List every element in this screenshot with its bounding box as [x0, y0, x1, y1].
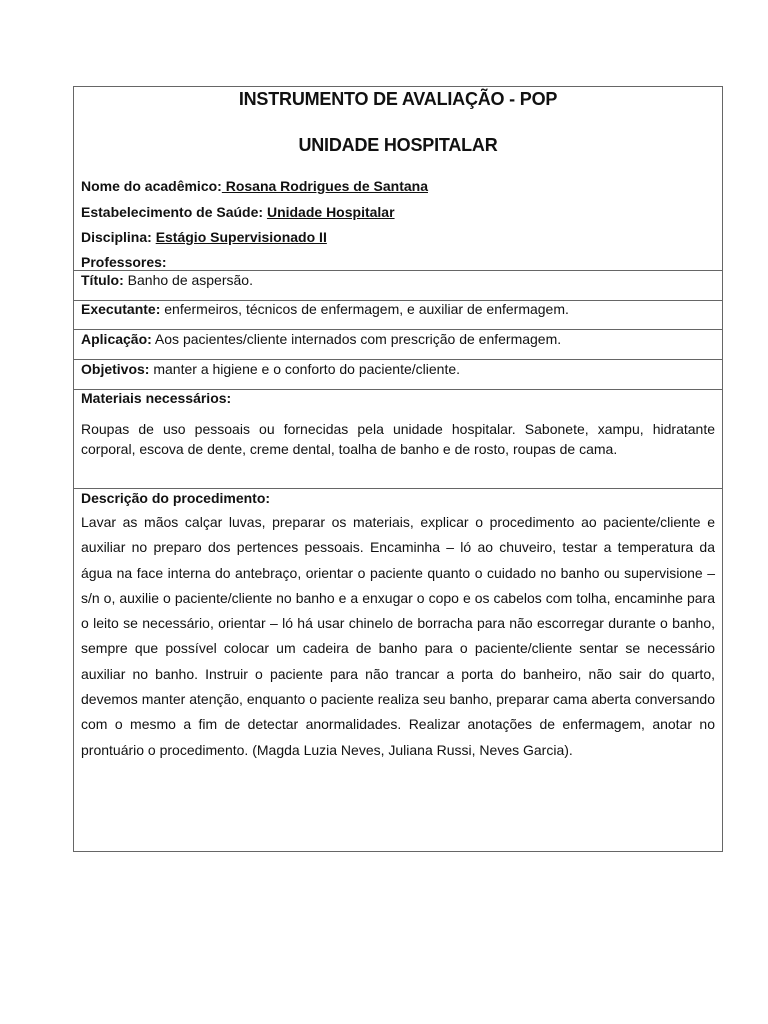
- titulo-value: Banho de aspersão.: [123, 272, 253, 288]
- executante-value: enfermeiros, técnicos de enfermagem, e auxiliar de enfermagem.: [160, 301, 569, 317]
- aplicacao-value: Aos pacientes/cliente internados com prescrição de enfermagem.: [151, 331, 562, 347]
- descricao-text: Lavar as mãos calçar luvas, preparar os materiais, explicar o procedimento ao paciente/cliente e auxiliar no preparo dos pertences pessoais. Encaminha – ló ao chuveiro, testar a temperatura da água na face interna do antebraço, orientar o paciente quanto o cuidado no banho ou supervisione – s/n o, auxilie o paciente/cliente no banho e a enxugar o copo e os cabelos com tolha, encaminhe para o leito se necessário, orientar – ló há usar chinelo de borracha para não escorregar durante o banho, sempre que possível colocar um cadeira de banho para o paciente/cliente sentar se necessário auxiliar no banho. Instruir o paciente para não trancar a porta do banheiro, não sair do quarto, devemos manter atenção, enquanto o paciente realiza seu banho, preparar cama aberta conversando com o mesmo a fim de detectar anormalidades. Realizar anotações de enfermagem, anotar no prontuário o procedimento. (Magda Luzia Neves, Juliana Russi, Neves Garcia).: [81, 514, 715, 758]
- materiais-heading-row: [81, 389, 715, 407]
- form-header: [74, 87, 722, 271]
- establishment-name: Unidade Hospitalar: [266, 204, 395, 220]
- establishment-line: [81, 204, 395, 220]
- materiais-text: Roupas de uso pessoais ou fornecidas pela unidade hospitalar. Sabonete, xampu, hidratante corporal, escova de dente, creme dental, toalha de banho e de rosto, roupas de cama.: [81, 421, 715, 457]
- executante-label: Executante:: [81, 301, 161, 317]
- establishment-label: Estabelecimento de Saúde:: [81, 204, 264, 220]
- objetivos-row: [81, 360, 715, 378]
- descricao-heading-row: [81, 489, 715, 507]
- student-label: Nome do acadêmico:: [81, 178, 222, 194]
- objetivos-label: Objetivos:: [81, 361, 150, 377]
- executante-row: [81, 300, 715, 318]
- teachers-line: [81, 254, 167, 270]
- materiais-label: Materiais necessários:: [81, 390, 232, 406]
- discipline-label: Disciplina:: [81, 229, 152, 245]
- objetivos-value: manter a higiene e o conforto do paciente/cliente.: [149, 361, 461, 377]
- aplicacao-label: Aplicação:: [81, 331, 152, 347]
- teachers-label: Professores:: [81, 254, 167, 270]
- document-title: INSTRUMENTO DE AVALIAÇÃO - POP: [238, 89, 558, 109]
- document-subtitle: UNIDADE HOSPITALAR: [298, 135, 498, 155]
- discipline-line: [81, 229, 327, 245]
- student-name: Rosana Rodrigues de Santana: [221, 178, 428, 194]
- discipline-name: Estágio Supervisionado II: [155, 229, 327, 245]
- aplicacao-row: [81, 330, 715, 348]
- titulo-label: Título:: [81, 272, 124, 288]
- evaluation-form: [73, 86, 723, 852]
- descricao-label: Descrição do procedimento:: [81, 490, 271, 506]
- titulo-row: [81, 271, 715, 289]
- student-line: [81, 178, 428, 194]
